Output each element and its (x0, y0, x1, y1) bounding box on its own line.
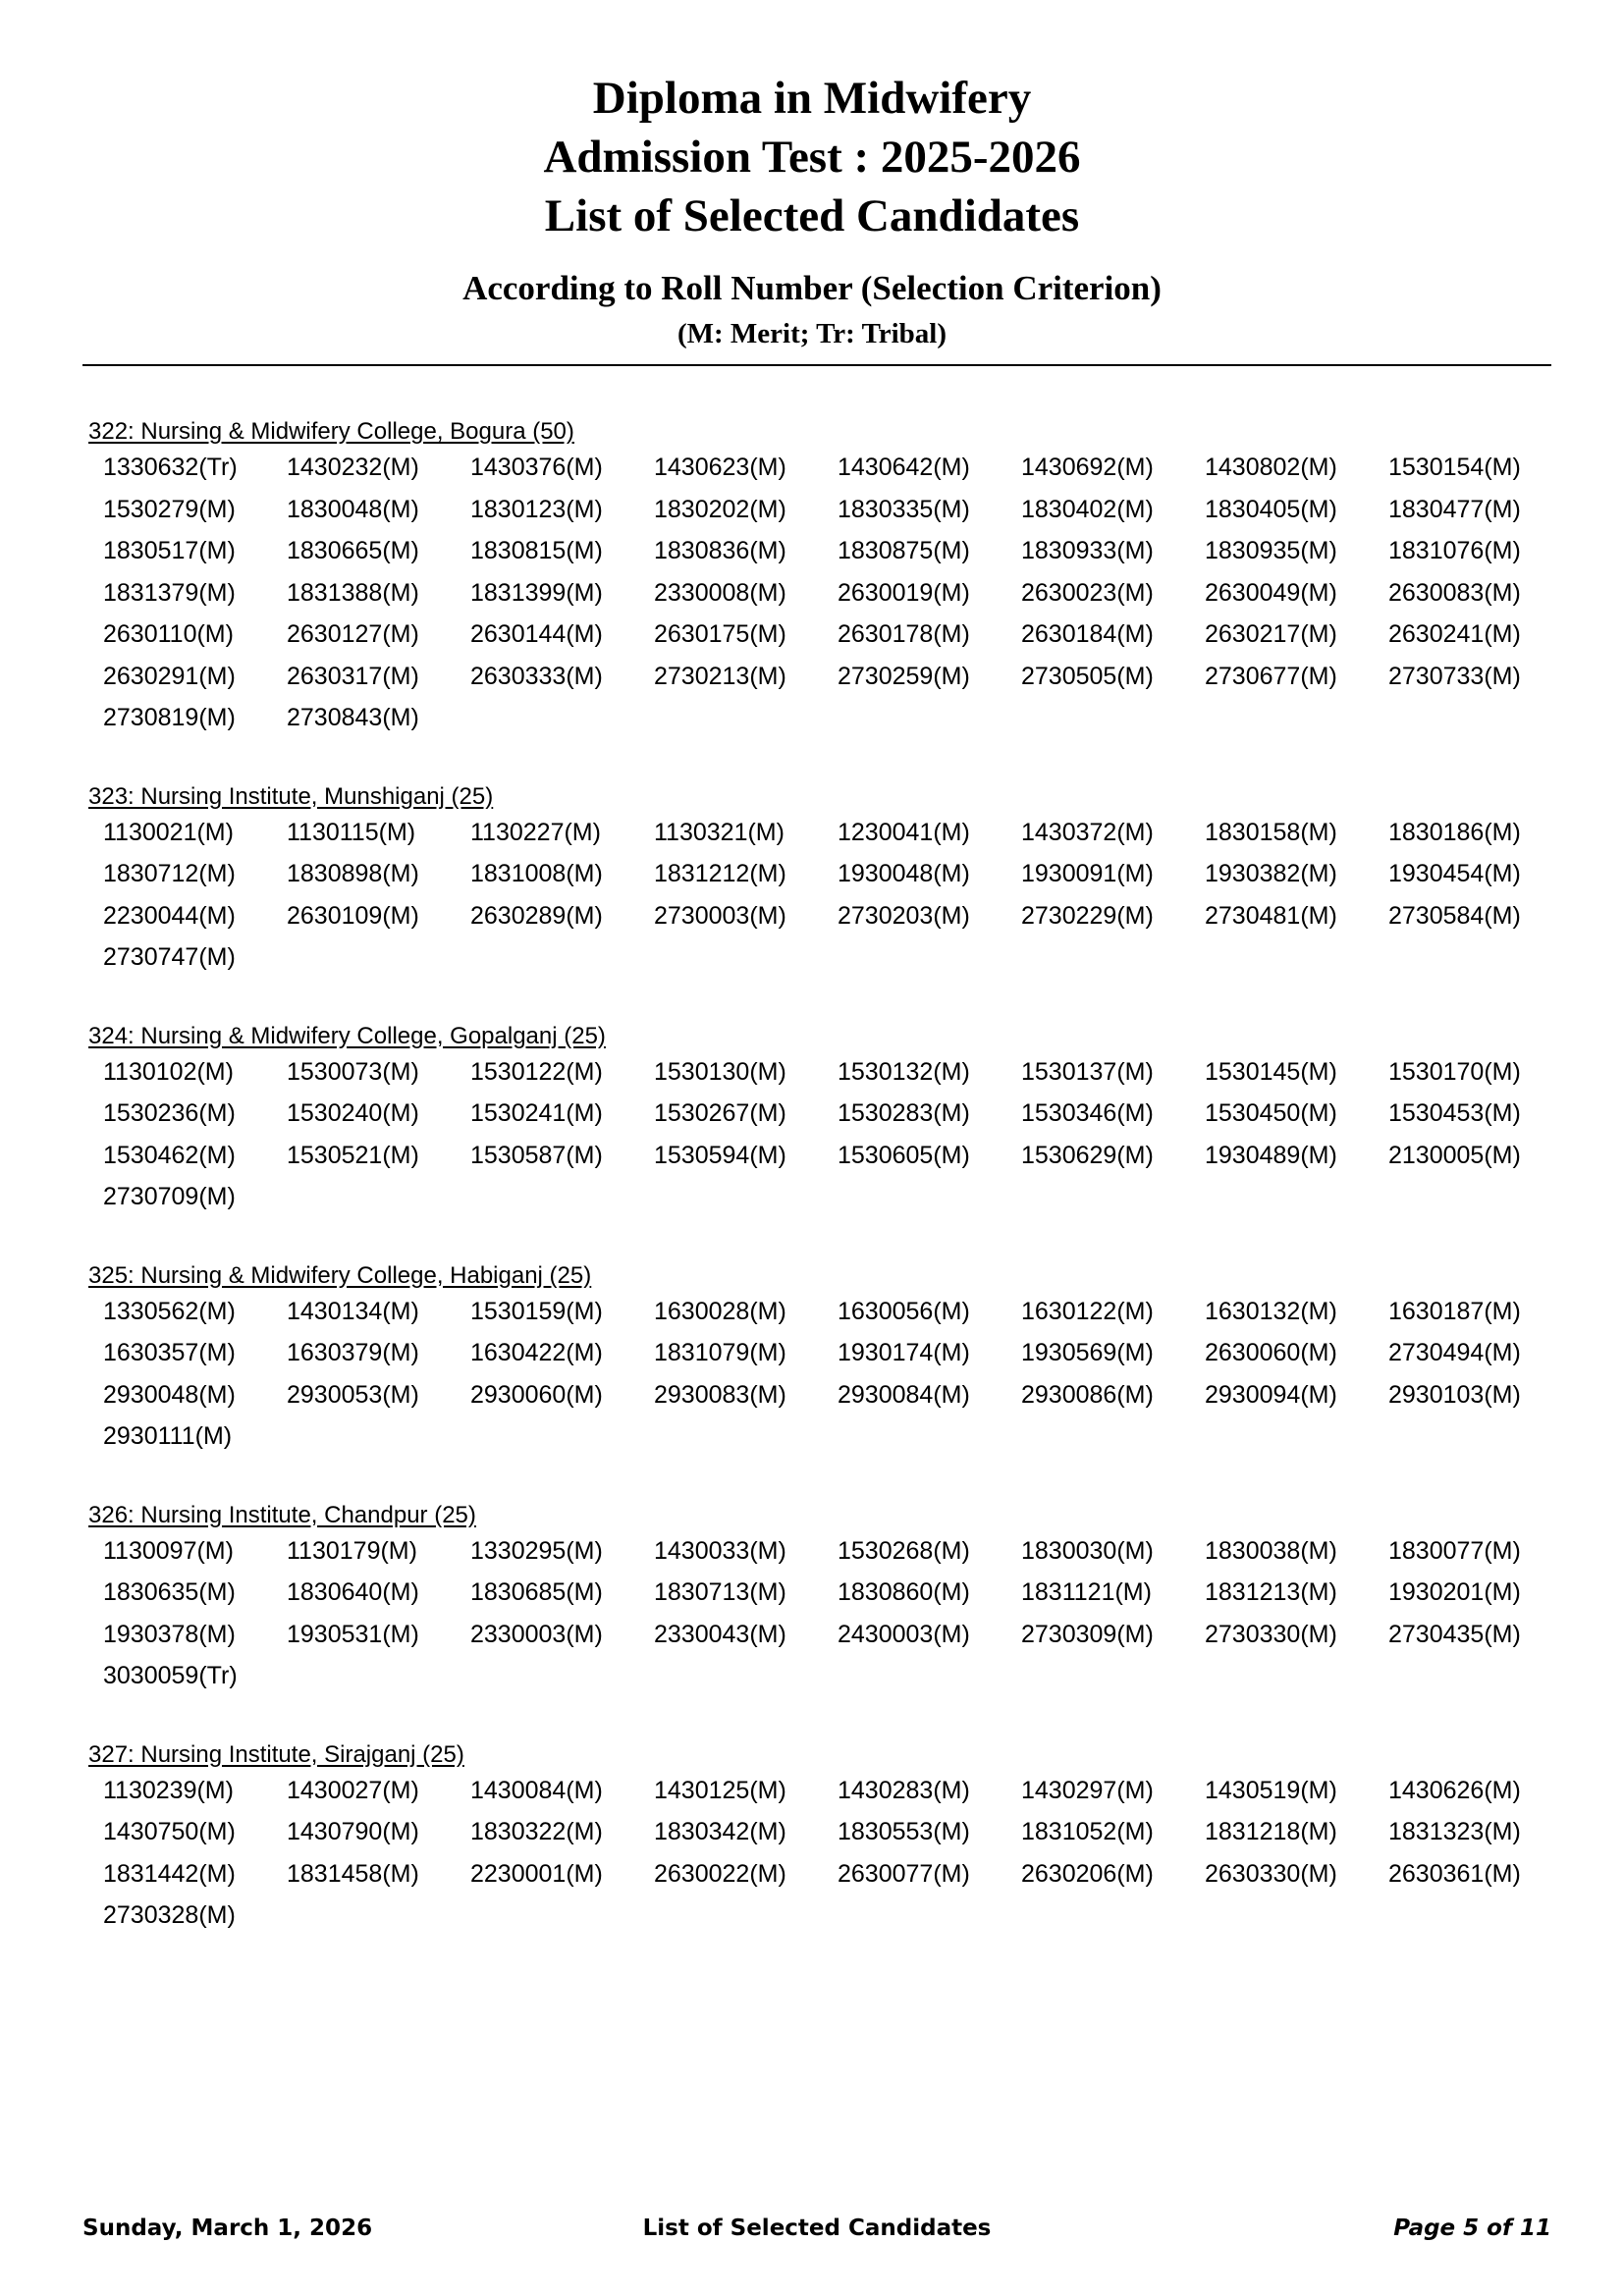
roll-number: 1830553(M) (838, 1818, 970, 1845)
roll-number: 1530132(M) (838, 1057, 970, 1086)
institute-section (88, 417, 1551, 739)
roll-number: 1831076(M) (1388, 537, 1521, 564)
roll-number: 2630178(M) (838, 620, 970, 648)
roll-number: 1130179(M) (287, 1536, 417, 1565)
roll-number: 1630422(M) (470, 1339, 603, 1366)
roll-number: 1130227(M) (470, 818, 601, 846)
roll-number: 1530283(M) (838, 1099, 970, 1127)
roll-number: 1430283(M) (838, 1776, 970, 1804)
institute-section (88, 1740, 1551, 1937)
roll-number: 2730229(M) (1021, 901, 1154, 930)
title-line-3: List of Selected Candidates (544, 190, 1080, 241)
roll-number: 2630019(M) (838, 578, 970, 607)
roll-number: 1630132(M) (1205, 1297, 1337, 1325)
roll-number: 2930103(M) (1388, 1380, 1521, 1409)
roll-number: 2630077(M) (838, 1859, 970, 1888)
roll-number: 2730213(M) (654, 662, 786, 690)
roll-number: 1430519(M) (1205, 1776, 1337, 1804)
roll-number: 1530346(M) (1021, 1099, 1154, 1127)
roll-number: 1630028(M) (654, 1297, 786, 1325)
selection-criterion-subtitle: According to Roll Number (Selection Criterion) (462, 269, 1162, 307)
roll-number: 1830077(M) (1388, 1536, 1521, 1565)
roll-number: 2630023(M) (1021, 578, 1154, 607)
footer-document-title: List of Selected Candidates (642, 2216, 992, 2241)
roll-number: 2730435(M) (1388, 1620, 1521, 1648)
institute-section (88, 1022, 1551, 1218)
roll-number: 1130097(M) (103, 1536, 234, 1565)
roll-number: 2730494(M) (1388, 1339, 1521, 1366)
roll-number: 1430376(M) (470, 454, 603, 481)
roll-number: 1430626(M) (1388, 1776, 1521, 1804)
roll-number: 1830123(M) (470, 495, 603, 523)
roll-number: 1430642(M) (838, 454, 970, 481)
roll-number: 1831399(M) (470, 578, 603, 607)
roll-number-grid (88, 1291, 1551, 1458)
institute-heading: 322: Nursing & Midwifery College, Bogura (50) (88, 418, 574, 445)
institute-heading: 324: Nursing & Midwifery College, Gopalganj (25) (88, 1022, 606, 1049)
roll-number: 2730328(M) (103, 1901, 236, 1929)
roll-number: 1630379(M) (287, 1339, 419, 1366)
roll-number: 2730819(M) (103, 704, 236, 731)
roll-number-grid (88, 447, 1551, 739)
roll-number: 3030059(Tr) (103, 1662, 238, 1689)
roll-number: 1530159(M) (470, 1297, 603, 1325)
roll-number: 1330295(M) (470, 1536, 603, 1565)
roll-number: 1330562(M) (103, 1297, 236, 1325)
roll-number: 2730003(M) (654, 901, 786, 930)
roll-number: 1831008(M) (470, 860, 603, 887)
roll-number: 1831212(M) (654, 860, 786, 887)
roll-number: 1430297(M) (1021, 1776, 1154, 1804)
roll-number: 1930454(M) (1388, 860, 1521, 887)
roll-number: 1530268(M) (838, 1536, 970, 1565)
roll-number: 1330632(Tr) (103, 454, 238, 481)
institute-section (88, 1261, 1551, 1458)
roll-number: 1831121(M) (1021, 1578, 1152, 1606)
roll-number: 2630241(M) (1388, 620, 1521, 648)
roll-number: 2630206(M) (1021, 1859, 1154, 1888)
roll-number: 1530122(M) (470, 1057, 603, 1086)
roll-number: 1530240(M) (287, 1099, 419, 1127)
roll-number: 2930048(M) (103, 1380, 236, 1409)
roll-number: 1830322(M) (470, 1818, 603, 1845)
roll-number: 2230044(M) (103, 901, 236, 930)
roll-number: 1430802(M) (1205, 454, 1337, 481)
roll-number: 1830635(M) (103, 1578, 236, 1606)
roll-number: 2330003(M) (470, 1620, 603, 1648)
institute-heading: 327: Nursing Institute, Sirajganj (25) (88, 1740, 464, 1768)
roll-number: 1830685(M) (470, 1578, 603, 1606)
roll-number: 2930053(M) (287, 1380, 419, 1409)
roll-number: 1830898(M) (287, 860, 419, 887)
roll-number: 1831323(M) (1388, 1818, 1521, 1845)
roll-number: 1130239(M) (103, 1776, 234, 1804)
roll-number: 2930060(M) (470, 1380, 603, 1409)
roll-number: 1830038(M) (1205, 1536, 1337, 1565)
roll-number: 1530587(M) (470, 1141, 603, 1169)
roll-number: 1430623(M) (654, 454, 786, 481)
roll-number: 1430125(M) (654, 1776, 786, 1804)
title-line-1: Diploma in Midwifery (592, 73, 1032, 124)
roll-number: 2130005(M) (1388, 1141, 1521, 1169)
roll-number: 2630330(M) (1205, 1859, 1337, 1888)
roll-number: 1930048(M) (838, 860, 970, 887)
roll-number: 1830935(M) (1205, 537, 1337, 564)
roll-number: 1830713(M) (654, 1578, 786, 1606)
roll-number: 2730330(M) (1205, 1620, 1337, 1648)
roll-number: 2730481(M) (1205, 901, 1337, 930)
roll-number: 1530279(M) (103, 495, 236, 523)
roll-number: 1530130(M) (654, 1057, 786, 1086)
roll-number: 2930084(M) (838, 1380, 970, 1409)
roll-number: 1530450(M) (1205, 1099, 1337, 1127)
roll-number: 1930378(M) (103, 1620, 236, 1648)
roll-number: 1430750(M) (103, 1818, 236, 1845)
roll-number: 2630127(M) (287, 620, 419, 648)
roll-number: 1830875(M) (838, 537, 970, 564)
roll-number: 1430084(M) (470, 1776, 603, 1804)
roll-number: 1830860(M) (838, 1578, 970, 1606)
roll-number: 1830477(M) (1388, 495, 1521, 523)
roll-number: 2630083(M) (1388, 578, 1521, 607)
roll-number: 1930091(M) (1021, 860, 1154, 887)
roll-number: 1930382(M) (1205, 860, 1337, 887)
roll-number-grid (88, 812, 1551, 979)
roll-number: 1530137(M) (1021, 1057, 1154, 1086)
title-line-2: Admission Test : 2025-2026 (543, 132, 1081, 183)
roll-number: 1830030(M) (1021, 1536, 1154, 1565)
institute-heading: 326: Nursing Institute, Chandpur (25) (88, 1501, 476, 1528)
institute-section (88, 782, 1551, 979)
roll-number: 1530629(M) (1021, 1141, 1154, 1169)
footer-page-number: Page 5 of 11 (1393, 2216, 1551, 2241)
institute-section (88, 1501, 1551, 1697)
roll-number: 1830342(M) (654, 1818, 786, 1845)
roll-number: 2630333(M) (470, 662, 603, 690)
header-divider (82, 364, 1551, 366)
roll-number: 1630357(M) (103, 1339, 236, 1366)
roll-number: 1930569(M) (1021, 1339, 1154, 1366)
roll-number: 1230041(M) (838, 818, 970, 846)
roll-number: 2330043(M) (654, 1620, 786, 1648)
category-legend: (M: Merit; Tr: Tribal) (677, 318, 947, 349)
roll-number: 2730584(M) (1388, 901, 1521, 930)
roll-number: 1830517(M) (103, 537, 236, 564)
institute-heading: 323: Nursing Institute, Munshiganj (25) (88, 782, 494, 810)
roll-number: 1830402(M) (1021, 495, 1154, 523)
roll-number: 2630110(M) (103, 620, 234, 648)
roll-number: 1831379(M) (103, 578, 236, 607)
roll-number: 2730203(M) (838, 901, 970, 930)
roll-number: 1830158(M) (1205, 818, 1337, 846)
roll-number: 2630109(M) (287, 901, 419, 930)
roll-number: 1830815(M) (470, 537, 603, 564)
roll-number: 1831388(M) (287, 578, 419, 607)
roll-number: 1831213(M) (1205, 1578, 1337, 1606)
roll-number: 2730843(M) (287, 704, 419, 731)
roll-number: 1130102(M) (103, 1057, 234, 1086)
roll-number: 2230001(M) (470, 1859, 603, 1888)
roll-number: 1530267(M) (654, 1099, 786, 1127)
sections-container (88, 417, 1551, 1980)
roll-number: 2630289(M) (470, 901, 603, 930)
roll-number: 2730309(M) (1021, 1620, 1154, 1648)
roll-number: 2630144(M) (470, 620, 603, 648)
roll-number: 1830048(M) (287, 495, 419, 523)
footer-date: Sunday, March 1, 2026 (82, 2216, 373, 2241)
roll-number: 2630217(M) (1205, 620, 1337, 648)
roll-number: 1831458(M) (287, 1859, 419, 1888)
institute-heading: 325: Nursing & Midwifery College, Habiganj (25) (88, 1261, 592, 1289)
roll-number: 2630175(M) (654, 620, 786, 648)
page-footer (82, 2209, 1551, 2248)
roll-number: 2630060(M) (1205, 1339, 1337, 1366)
roll-number: 1830712(M) (103, 860, 236, 887)
roll-number: 2630049(M) (1205, 578, 1337, 607)
roll-number: 1831052(M) (1021, 1818, 1154, 1845)
roll-number: 2730505(M) (1021, 662, 1154, 690)
roll-number: 1430134(M) (287, 1297, 419, 1325)
roll-number: 2330008(M) (654, 578, 786, 607)
roll-number: 1530462(M) (103, 1141, 236, 1169)
roll-number: 2730259(M) (838, 662, 970, 690)
roll-number: 1430692(M) (1021, 454, 1154, 481)
roll-number: 1130021(M) (103, 818, 234, 846)
roll-number: 1430372(M) (1021, 818, 1154, 846)
roll-number: 1830405(M) (1205, 495, 1337, 523)
roll-number: 1831218(M) (1205, 1818, 1337, 1845)
roll-number: 1530594(M) (654, 1141, 786, 1169)
roll-number: 1630187(M) (1388, 1297, 1521, 1325)
roll-number: 1130115(M) (287, 818, 416, 846)
roll-number-grid (88, 1770, 1551, 1937)
roll-number: 1530605(M) (838, 1141, 970, 1169)
roll-number: 1831079(M) (654, 1339, 786, 1366)
roll-number: 2930111(M) (103, 1422, 233, 1450)
roll-number: 1830335(M) (838, 495, 970, 523)
roll-number: 1530170(M) (1388, 1057, 1521, 1086)
roll-number: 2630317(M) (287, 662, 419, 690)
roll-number: 1630056(M) (838, 1297, 970, 1325)
roll-number: 1930489(M) (1205, 1141, 1337, 1169)
roll-number: 2930094(M) (1205, 1380, 1337, 1409)
roll-number: 1830186(M) (1388, 818, 1521, 846)
roll-number-grid (88, 1530, 1551, 1697)
roll-number: 1830836(M) (654, 537, 786, 564)
roll-number: 2430003(M) (838, 1620, 970, 1648)
roll-number: 2730733(M) (1388, 662, 1521, 690)
roll-number: 2930086(M) (1021, 1380, 1154, 1409)
roll-number: 1130321(M) (654, 818, 785, 846)
roll-number: 1530145(M) (1205, 1057, 1337, 1086)
roll-number: 2930083(M) (654, 1380, 786, 1409)
roll-number: 1430790(M) (287, 1818, 419, 1845)
roll-number: 1530453(M) (1388, 1099, 1521, 1127)
roll-number: 1530154(M) (1388, 454, 1521, 481)
roll-number: 1830640(M) (287, 1578, 419, 1606)
roll-number: 1530521(M) (287, 1141, 419, 1169)
roll-number: 2630291(M) (103, 662, 236, 690)
roll-number: 1831442(M) (103, 1859, 236, 1888)
roll-number: 1930531(M) (287, 1620, 419, 1648)
roll-number: 1630122(M) (1021, 1297, 1154, 1325)
roll-number: 1530236(M) (103, 1099, 236, 1127)
roll-number: 1830933(M) (1021, 537, 1154, 564)
roll-number: 2630361(M) (1388, 1859, 1521, 1888)
document-header (0, 69, 1624, 351)
roll-number: 2630022(M) (654, 1859, 786, 1888)
roll-number: 1530241(M) (470, 1099, 603, 1127)
roll-number: 2730709(M) (103, 1183, 236, 1210)
roll-number: 1430232(M) (287, 454, 419, 481)
roll-number: 1430027(M) (287, 1776, 419, 1804)
roll-number: 1830202(M) (654, 495, 786, 523)
roll-number: 1530073(M) (287, 1057, 419, 1086)
roll-number: 1830665(M) (287, 537, 419, 564)
roll-number: 1930201(M) (1388, 1578, 1521, 1606)
roll-number: 2630184(M) (1021, 620, 1154, 648)
roll-number: 2730747(M) (103, 943, 236, 971)
roll-number: 1930174(M) (838, 1339, 970, 1366)
roll-number: 2730677(M) (1205, 662, 1337, 690)
roll-number: 1430033(M) (654, 1536, 786, 1565)
roll-number-grid (88, 1051, 1551, 1218)
